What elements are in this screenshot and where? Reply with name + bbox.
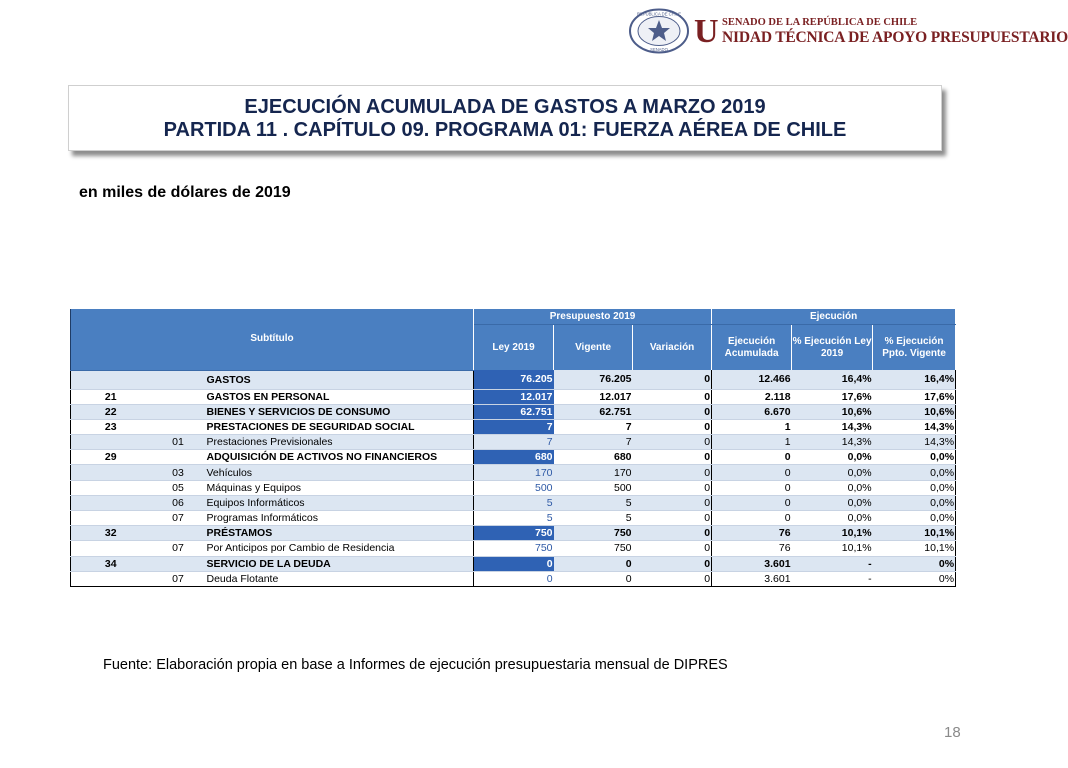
cell-ley: 62.751 xyxy=(474,404,554,419)
cell-vigente: 170 xyxy=(554,465,633,480)
cell-descripcion: Equipos Informáticos xyxy=(206,495,474,510)
cell-pct-ley: 0,0% xyxy=(792,480,873,495)
table-row xyxy=(71,511,956,526)
cell-pct-vigente: 14,3% xyxy=(873,435,956,450)
cell-subtitulo xyxy=(71,495,151,510)
cell-item: 07 xyxy=(151,511,206,526)
seal-top-text: REPUBLICA DE CHILE xyxy=(637,11,681,17)
table-row xyxy=(71,495,956,510)
cell-vigente: 0 xyxy=(554,571,633,586)
cell-variacion: 0 xyxy=(633,389,712,404)
cell-vigente: 750 xyxy=(554,526,633,541)
cell-item: 01 xyxy=(151,435,206,450)
table-row xyxy=(71,526,956,541)
cell-descripcion: PRESTACIONES DE SEGURIDAD SOCIAL xyxy=(206,419,474,434)
cell-variacion: 0 xyxy=(633,404,712,419)
cell-ejecucion: 0 xyxy=(712,450,792,465)
cell-vigente: 7 xyxy=(554,419,633,434)
cell-descripcion: GASTOS EN PERSONAL xyxy=(206,389,474,404)
cell-item xyxy=(151,556,206,571)
cell-pct-ley: 0,0% xyxy=(792,450,873,465)
cell-ley: 170 xyxy=(474,465,554,480)
budget-table xyxy=(70,309,956,587)
cell-item: 06 xyxy=(151,495,206,510)
cell-descripcion: SERVICIO DE LA DEUDA xyxy=(206,556,474,571)
table-body xyxy=(71,370,956,586)
cell-subtitulo xyxy=(71,435,151,450)
cell-pct-vigente: 17,6% xyxy=(873,389,956,404)
cell-variacion: 0 xyxy=(633,526,712,541)
cell-item xyxy=(151,450,206,465)
cell-subtitulo xyxy=(71,480,151,495)
cell-descripcion: ADQUISICIÓN DE ACTIVOS NO FINANCIEROS xyxy=(206,450,474,465)
cell-item: 03 xyxy=(151,465,206,480)
table-row xyxy=(71,465,956,480)
cell-ejecucion: 76 xyxy=(712,526,792,541)
cell-subtitulo xyxy=(71,571,151,586)
cell-ejecucion: 2.118 xyxy=(712,389,792,404)
cell-descripcion: PRÉSTAMOS xyxy=(206,526,474,541)
cell-ley: 7 xyxy=(474,419,554,434)
cell-vigente: 76.205 xyxy=(554,370,633,389)
cell-descripcion: BIENES Y SERVICIOS DE CONSUMO xyxy=(206,404,474,419)
cell-pct-ley: 10,6% xyxy=(792,404,873,419)
cell-ejecucion: 0 xyxy=(712,511,792,526)
cell-ley: 0 xyxy=(474,556,554,571)
cell-pct-vigente: 10,6% xyxy=(873,404,956,419)
senate-logo xyxy=(628,8,1068,54)
cell-vigente: 5 xyxy=(554,495,633,510)
cell-ley: 5 xyxy=(474,495,554,510)
logo-initial: U xyxy=(694,13,719,50)
cell-ejecucion: 76 xyxy=(712,541,792,556)
table-row xyxy=(71,419,956,434)
cell-ley: 5 xyxy=(474,511,554,526)
cell-descripcion: Deuda Flotante xyxy=(206,571,474,586)
cell-item xyxy=(151,419,206,434)
cell-pct-vigente: 0,0% xyxy=(873,495,956,510)
cell-ley: 500 xyxy=(474,480,554,495)
cell-pct-ley: - xyxy=(792,556,873,571)
cell-pct-vigente: 0% xyxy=(873,571,956,586)
cell-item xyxy=(151,404,206,419)
cell-descripcion: Programas Informáticos xyxy=(206,511,474,526)
cell-descripcion: Vehículos xyxy=(206,465,474,480)
cell-ejecucion: 6.670 xyxy=(712,404,792,419)
units-note: en miles de dólares de 2019 xyxy=(79,184,291,201)
page-subtitle-program: PARTIDA 11 . CAPÍTULO 09. PROGRAMA 01: FUERZA AÉREA DE CHILE xyxy=(163,119,847,141)
cell-item xyxy=(151,526,206,541)
cell-ley: 0 xyxy=(474,571,554,586)
cell-item: 07 xyxy=(151,541,206,556)
senate-seal-icon xyxy=(628,8,690,54)
cell-descripcion: GASTOS xyxy=(206,370,474,389)
seal-bottom-text: SENADO xyxy=(650,47,668,52)
header-ejecucion-group: Ejecución xyxy=(712,309,956,325)
header-presupuesto-group: Presupuesto 2019 xyxy=(474,309,712,325)
cell-pct-ley: - xyxy=(792,571,873,586)
header-vigente: Vigente xyxy=(554,325,633,371)
table-row xyxy=(71,435,956,450)
cell-variacion: 0 xyxy=(633,435,712,450)
cell-ley: 750 xyxy=(474,526,554,541)
table-row xyxy=(71,404,956,419)
cell-pct-vigente: 0,0% xyxy=(873,480,956,495)
cell-vigente: 500 xyxy=(554,480,633,495)
cell-pct-ley: 14,3% xyxy=(792,419,873,434)
table-row xyxy=(71,541,956,556)
table-row xyxy=(71,571,956,586)
cell-item xyxy=(151,389,206,404)
cell-subtitulo xyxy=(71,370,151,389)
cell-ley: 750 xyxy=(474,541,554,556)
cell-descripcion: Máquinas y Equipos xyxy=(206,480,474,495)
cell-ley: 12.017 xyxy=(474,389,554,404)
cell-pct-ley: 17,6% xyxy=(792,389,873,404)
cell-item: 05 xyxy=(151,480,206,495)
cell-ejecucion: 12.466 xyxy=(712,370,792,389)
cell-pct-ley: 14,3% xyxy=(792,435,873,450)
table-row xyxy=(71,389,956,404)
cell-variacion: 0 xyxy=(633,511,712,526)
cell-item: 07 xyxy=(151,571,206,586)
header-ley: Ley 2019 xyxy=(474,325,554,371)
table-row xyxy=(71,450,956,465)
cell-variacion: 0 xyxy=(633,541,712,556)
cell-descripcion: Prestaciones Previsionales xyxy=(206,435,474,450)
cell-variacion: 0 xyxy=(633,556,712,571)
cell-pct-ley: 0,0% xyxy=(792,511,873,526)
cell-pct-vigente: 14,3% xyxy=(873,419,956,434)
cell-ejecucion: 1 xyxy=(712,419,792,434)
cell-variacion: 0 xyxy=(633,571,712,586)
cell-pct-ley: 16,4% xyxy=(792,370,873,389)
cell-subtitulo: 34 xyxy=(71,556,151,571)
cell-subtitulo xyxy=(71,541,151,556)
cell-ley: 76.205 xyxy=(474,370,554,389)
cell-subtitulo: 23 xyxy=(71,419,151,434)
cell-vigente: 12.017 xyxy=(554,389,633,404)
cell-pct-ley: 0,0% xyxy=(792,465,873,480)
cell-pct-ley: 0,0% xyxy=(792,495,873,510)
header-subtitulo: Subtítulo xyxy=(71,309,474,370)
cell-variacion: 0 xyxy=(633,495,712,510)
header-ejecucion-acumulada: Ejecución Acumulada xyxy=(712,325,792,371)
cell-subtitulo xyxy=(71,465,151,480)
cell-variacion: 0 xyxy=(633,419,712,434)
cell-subtitulo xyxy=(71,511,151,526)
cell-pct-vigente: 0% xyxy=(873,556,956,571)
cell-subtitulo: 29 xyxy=(71,450,151,465)
cell-subtitulo: 22 xyxy=(71,404,151,419)
cell-pct-vigente: 16,4% xyxy=(873,370,956,389)
cell-pct-vigente: 0,0% xyxy=(873,511,956,526)
cell-ley: 7 xyxy=(474,435,554,450)
logo-unidad-text: NIDAD TÉCNICA DE APOYO PRESUPUESTARIO xyxy=(722,29,1068,46)
cell-ejecucion: 0 xyxy=(712,480,792,495)
cell-pct-ley: 10,1% xyxy=(792,541,873,556)
cell-pct-vigente: 10,1% xyxy=(873,526,956,541)
cell-ejecucion: 0 xyxy=(712,465,792,480)
cell-ejecucion: 1 xyxy=(712,435,792,450)
cell-ejecucion: 0 xyxy=(712,495,792,510)
cell-variacion: 0 xyxy=(633,480,712,495)
header-pct-ley: % Ejecución Ley 2019 xyxy=(792,325,873,371)
cell-vigente: 750 xyxy=(554,541,633,556)
page-number: 18 xyxy=(944,724,961,741)
cell-ley: 680 xyxy=(474,450,554,465)
table-row xyxy=(71,480,956,495)
cell-subtitulo: 32 xyxy=(71,526,151,541)
cell-variacion: 0 xyxy=(633,370,712,389)
cell-ejecucion: 3.601 xyxy=(712,571,792,586)
cell-pct-vigente: 10,1% xyxy=(873,541,956,556)
cell-vigente: 680 xyxy=(554,450,633,465)
cell-subtitulo: 21 xyxy=(71,389,151,404)
cell-pct-vigente: 0,0% xyxy=(873,465,956,480)
logo-senado-text: SENADO DE LA REPÚBLICA DE CHILE xyxy=(722,17,918,28)
cell-vigente: 7 xyxy=(554,435,633,450)
cell-variacion: 0 xyxy=(633,450,712,465)
header-pct-vigente: % Ejecución Ppto. Vigente xyxy=(873,325,956,371)
cell-vigente: 5 xyxy=(554,511,633,526)
cell-pct-vigente: 0,0% xyxy=(873,450,956,465)
cell-pct-ley: 10,1% xyxy=(792,526,873,541)
cell-descripcion: Por Anticipos por Cambio de Residencia xyxy=(206,541,474,556)
cell-vigente: 0 xyxy=(554,556,633,571)
table-row xyxy=(71,556,956,571)
page-title: EJECUCIÓN ACUMULADA DE GASTOS A MARZO 2019 xyxy=(244,96,766,118)
source-note: Fuente: Elaboración propia en base a Informes de ejecución presupuestaria mensual de DIPRES xyxy=(103,657,728,673)
cell-item xyxy=(151,370,206,389)
header-variacion: Variación xyxy=(633,325,712,371)
cell-vigente: 62.751 xyxy=(554,404,633,419)
cell-ejecucion: 3.601 xyxy=(712,556,792,571)
table-row xyxy=(71,370,956,389)
cell-variacion: 0 xyxy=(633,465,712,480)
title-box xyxy=(68,85,942,151)
